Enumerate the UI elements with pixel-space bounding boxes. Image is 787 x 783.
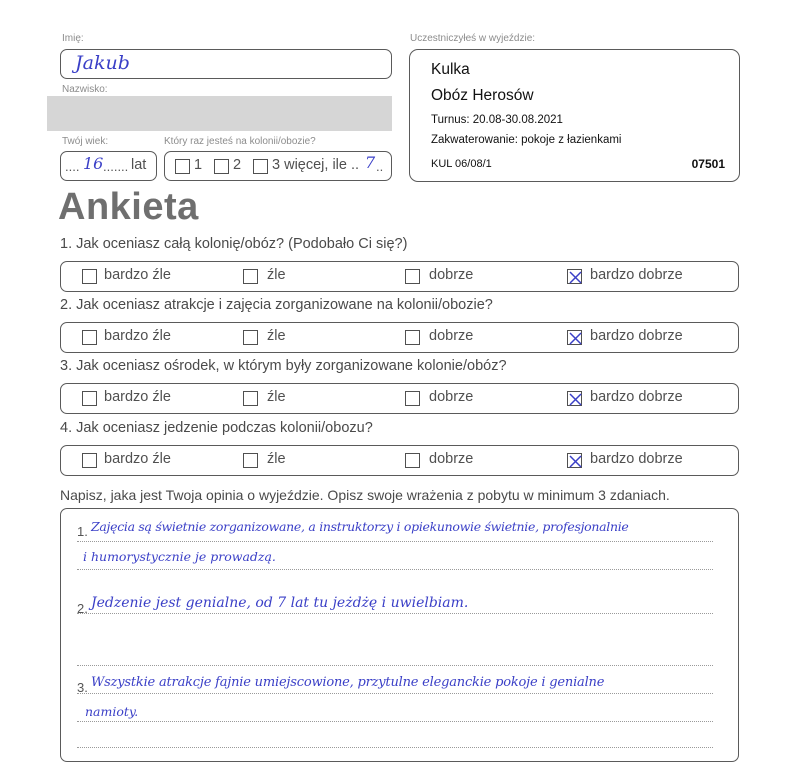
times-option-2: 2	[233, 157, 242, 173]
times-checkbox-2[interactable]	[214, 159, 229, 174]
q4-option-bardzo-dobrze: bardzo dobrze	[590, 451, 683, 467]
x-mark-icon	[568, 392, 583, 407]
opinion-number-2: 2.	[77, 601, 88, 616]
trip-label: Uczestniczyłeś w wyjeździe:	[410, 33, 536, 44]
age-label: Twój wiek:	[62, 136, 109, 147]
times-checkbox-3[interactable]	[253, 159, 268, 174]
writing-line	[77, 613, 713, 614]
times-option-3: 3 więcej, ile ..	[272, 157, 360, 173]
q1-option-zle: źle	[267, 267, 286, 283]
trip-accommodation: Zakwaterowanie: pokoje z łazienkami	[431, 134, 622, 146]
q4-option-dobrze: dobrze	[429, 451, 474, 467]
opinion-textarea[interactable]	[60, 508, 739, 762]
writing-line	[77, 569, 713, 570]
name-label: Imię:	[62, 33, 84, 44]
times-option-1: 1	[194, 157, 203, 173]
q1-checkbox-bardzo-dobrze[interactable]	[567, 269, 582, 284]
q4-checkbox-zle[interactable]	[243, 453, 258, 468]
q2-checkbox-zle[interactable]	[243, 330, 258, 345]
times-checkbox-1[interactable]	[175, 159, 190, 174]
q1-checkbox-bardzo-zle[interactable]	[82, 269, 97, 284]
opinion-number-3: 3.	[77, 680, 88, 695]
q2-checkbox-bardzo-dobrze[interactable]	[567, 330, 582, 345]
trip-camp-name: Obóz Herosów	[431, 87, 534, 104]
opinion-line-5: namioty.	[85, 704, 139, 719]
survey-title: Ankieta	[58, 186, 199, 228]
q4-option-bardzo-zle: bardzo źle	[104, 451, 171, 467]
q1-option-dobrze: dobrze	[429, 267, 474, 283]
q3-option-zle: źle	[267, 389, 286, 405]
x-mark-icon	[568, 454, 583, 469]
name-field[interactable]	[60, 49, 392, 79]
question-4-text: 4. Jak oceniasz jedzenie podczas kolonii/obozu?	[60, 420, 373, 436]
q3-checkbox-dobrze[interactable]	[405, 391, 420, 406]
q4-checkbox-dobrze[interactable]	[405, 453, 420, 468]
q3-option-dobrze: dobrze	[429, 389, 474, 405]
x-mark-icon	[568, 331, 583, 346]
q2-checkbox-dobrze[interactable]	[405, 330, 420, 345]
times-field[interactable]	[164, 151, 392, 181]
opinion-line-2: i humorystycznie je prowadzą.	[83, 549, 276, 564]
surname-redaction	[47, 96, 392, 131]
trip-number: 07501	[691, 157, 725, 171]
q3-checkbox-bardzo-zle[interactable]	[82, 391, 97, 406]
age-value: 16	[83, 154, 104, 173]
q2-option-zle: źle	[267, 328, 286, 344]
times-dots-suffix: ..	[376, 159, 384, 174]
writing-line	[77, 665, 713, 666]
q3-checkbox-zle[interactable]	[243, 391, 258, 406]
q1-option-bardzo-zle: bardzo źle	[104, 267, 171, 283]
q4-checkbox-bardzo-dobrze[interactable]	[567, 453, 582, 468]
age-field[interactable]	[60, 151, 157, 181]
q2-checkbox-bardzo-zle[interactable]	[82, 330, 97, 345]
times-label: Który raz jesteś na kolonii/obozie?	[164, 136, 316, 147]
writing-line	[77, 747, 713, 748]
opinion-line-4: Wszystkie atrakcje fajnie umiejscowione, przytulne eleganckie pokoje i genialne	[91, 675, 605, 690]
name-value: Jakub	[75, 52, 130, 74]
surname-label: Nazwisko:	[62, 84, 108, 95]
q3-option-bardzo-zle: bardzo źle	[104, 389, 171, 405]
q1-checkbox-zle[interactable]	[243, 269, 258, 284]
trip-company: Kulka	[431, 61, 470, 78]
times-value: 7	[365, 153, 376, 172]
trip-turnus: Turnus: 20.08-30.08.2021	[431, 114, 563, 126]
opinion-prompt: Napisz, jaka jest Twoja opinia o wyjeździe. Opisz swoje wrażenia z pobytu w minimum 3 zdaniach.	[60, 487, 670, 503]
x-mark-icon	[568, 270, 583, 285]
q2-option-bardzo-dobrze: bardzo dobrze	[590, 328, 683, 344]
question-3-text: 3. Jak oceniasz ośrodek, w którym były zorganizowane kolonie/obóz?	[60, 358, 507, 374]
trip-code: KUL 06/08/1	[431, 158, 492, 170]
q2-option-dobrze: dobrze	[429, 328, 474, 344]
opinion-number-1: 1.	[77, 524, 88, 539]
age-dots-prefix: ....	[65, 159, 80, 174]
question-4-options	[60, 445, 739, 476]
q2-option-bardzo-zle: bardzo źle	[104, 328, 171, 344]
q1-checkbox-dobrze[interactable]	[405, 269, 420, 284]
age-dots-suffix: .......	[103, 159, 129, 174]
writing-line	[77, 721, 713, 722]
writing-line	[77, 693, 713, 694]
q4-option-zle: źle	[267, 451, 286, 467]
question-2-options	[60, 322, 739, 353]
trip-box	[409, 49, 740, 182]
question-1-text: 1. Jak oceniasz całą kolonię/obóz? (Podobało Ci się?)	[60, 236, 408, 252]
opinion-line-1: Zajęcia są świetnie zorganizowane, a instruktorzy i opiekunowie świetnie, profesjonalnie	[91, 519, 629, 534]
opinion-line-3: Jedzenie jest genialne, od 7 lat tu jeżdżę i uwielbiam.	[91, 595, 469, 611]
writing-line	[77, 541, 713, 542]
q4-checkbox-bardzo-zle[interactable]	[82, 453, 97, 468]
q3-checkbox-bardzo-dobrze[interactable]	[567, 391, 582, 406]
q1-option-bardzo-dobrze: bardzo dobrze	[590, 267, 683, 283]
q3-option-bardzo-dobrze: bardzo dobrze	[590, 389, 683, 405]
age-unit: lat	[131, 157, 147, 173]
question-1-options	[60, 261, 739, 292]
question-3-options	[60, 383, 739, 414]
question-2-text: 2. Jak oceniasz atrakcje i zajęcia zorganizowane na kolonii/obozie?	[60, 297, 493, 313]
